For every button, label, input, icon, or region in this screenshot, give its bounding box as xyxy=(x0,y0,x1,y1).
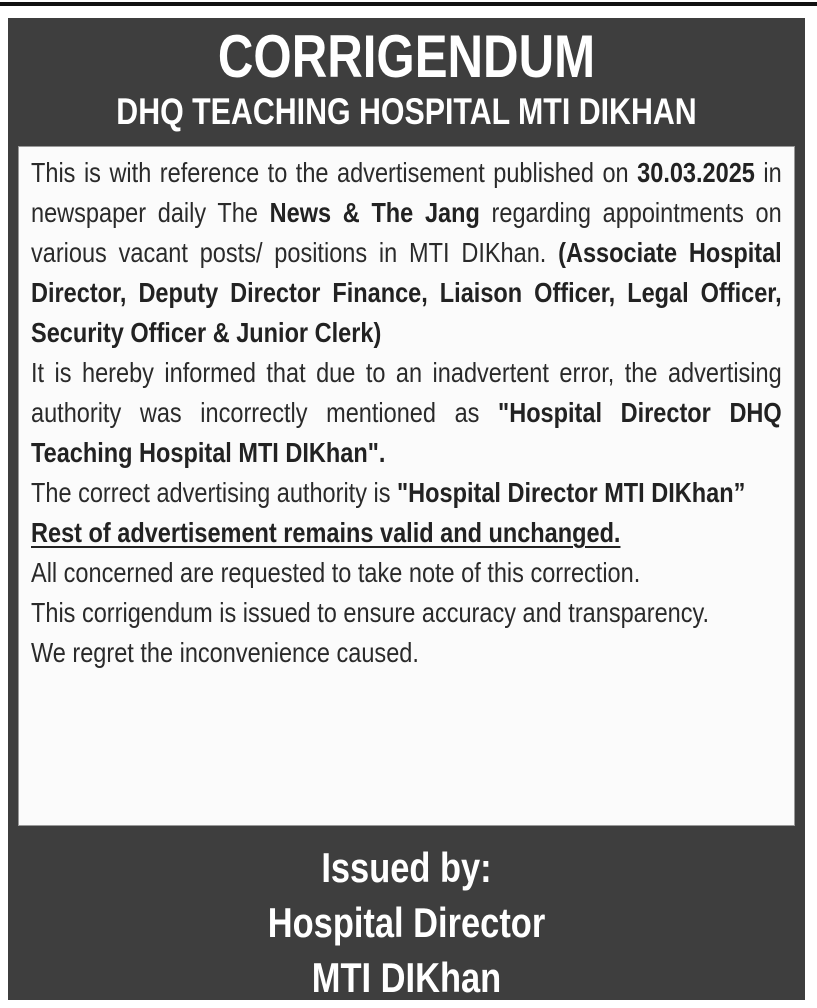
issuer-panel xyxy=(8,830,805,1000)
paragraph-validity xyxy=(31,513,782,553)
correct-authority: "Hospital Director MTI DIKhan” xyxy=(397,477,746,508)
validity-statement: Rest of advertisement remains valid and unchanged. xyxy=(31,517,621,548)
incorrect-authority: "Hospital Director DHQ Teaching Hospital MTI DIKhan". xyxy=(31,397,782,468)
paragraph-error xyxy=(31,353,782,473)
paragraph-note xyxy=(31,553,782,593)
text: This is with reference to the advertisement published on xyxy=(31,157,638,188)
text: in newspaper daily The xyxy=(31,157,782,228)
corrigendum-advertisement xyxy=(8,18,805,1000)
text: All concerned are requested to take note of this correction. xyxy=(31,557,641,588)
issuer-designation: Hospital Director xyxy=(267,899,546,946)
paragraph-purpose xyxy=(31,593,782,633)
paragraph-correction xyxy=(31,473,782,513)
header-panel xyxy=(8,18,805,146)
notice-body xyxy=(18,146,795,826)
issued-by-label: Issued by: xyxy=(321,844,492,891)
hospital-name: DHQ TEACHING HOSPITAL MTI DIKHAN xyxy=(116,91,697,132)
issuer-organization: MTI DIKhan xyxy=(311,954,502,1001)
ad-date: 30.03.2025 xyxy=(637,157,755,188)
paragraph-reference xyxy=(31,153,782,353)
posts-list: (Associate Hospital Director, Deputy Director Finance, Liaison Officer, Legal Officer, Security Officer & Junior Clerk) xyxy=(31,237,782,348)
text: It is hereby informed that due to an inadvertent error, the advertising authority was incorrectly mentioned as xyxy=(31,357,782,428)
text: regarding appointments on various vacant posts/ positions in MTI DIKhan. xyxy=(31,197,782,268)
text: We regret the inconvenience caused. xyxy=(31,637,419,668)
page-title: CORRIGENDUM xyxy=(217,23,596,90)
top-rule xyxy=(0,2,817,6)
text: This corrigendum is issued to ensure accuracy and transparency. xyxy=(31,597,710,628)
text: The correct advertising authority is xyxy=(31,477,398,508)
newspaper-names: News & The Jang xyxy=(269,197,480,228)
paragraph-regret xyxy=(31,633,782,673)
